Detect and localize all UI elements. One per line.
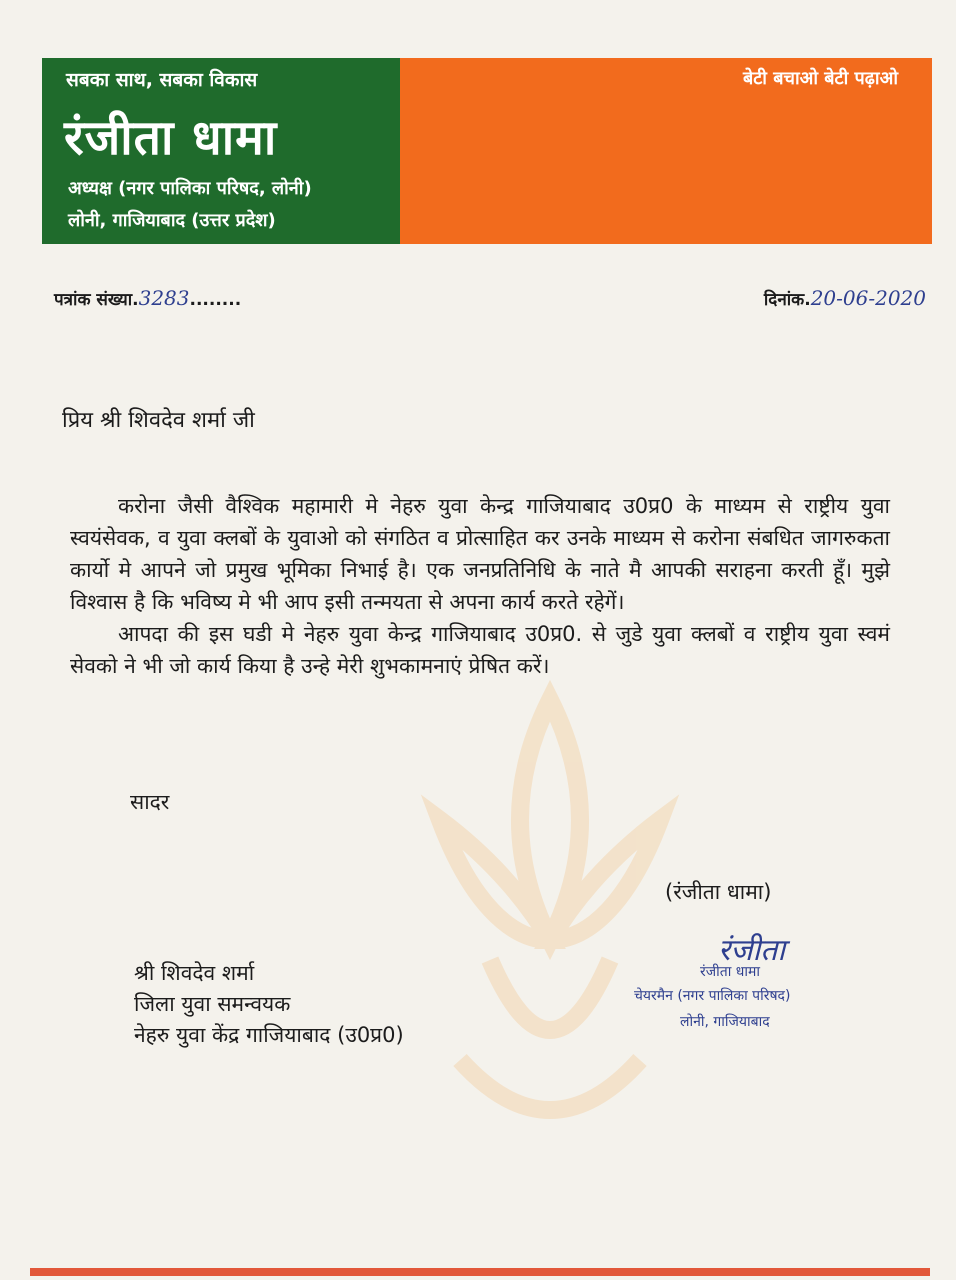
letterhead-designation: अध्यक्ष (नगर पालिका परिषद, लोनी) bbox=[68, 178, 312, 199]
letter-date: दिनांक.20-06-2020 bbox=[763, 286, 926, 310]
date-value: 20-06-2020 bbox=[810, 286, 926, 310]
recipient-block bbox=[134, 958, 404, 1051]
reference-label: पत्रांक संख्या bbox=[54, 290, 133, 310]
signer-name: (रंजीता धामा) bbox=[665, 880, 772, 904]
letterhead-left-panel bbox=[42, 58, 400, 244]
body-paragraph-2: आपदा की इस घडी मे नेहरु युवा केन्द्र गाजियाबाद उ0प्र0. से जुडे युवा क्लबों व राष्ट्रीय युवा स्वमं सेवको ने भी जो कार्य किया है उन्हे मेरी शुभकामनाएं प्रेषित करें। bbox=[70, 622, 890, 678]
reference-dots: ........ bbox=[189, 290, 242, 310]
recipient-title: जिला युवा समन्वयक bbox=[134, 992, 291, 1016]
footer-bar bbox=[30, 1268, 930, 1276]
reference-value: 3283 bbox=[138, 286, 190, 310]
letterhead-address: लोनी, गाजियाबाद (उत्तर प्रदेश) bbox=[68, 210, 276, 231]
body-paragraph-1: करोना जैसी वैश्विक महामारी मे नेहरु युवा केन्द्र गाजियाबाद उ0प्र0 के माध्यम से राष्ट्रीय युवा स्वयंसेवक, व युवा क्लबों के युवाओ को संगठित व प्रोत्साहित कर उनके माध्यम से करोना संबधित जागरुकता कार्यो मे आपने जो प्रमुख भूमिका निभाई है। एक जनप्रतिनिधि के नाते मै आपकी सराहना करती हूँ। मुझे विश्वास है कि भविष्य मे भी आप इसी तन्मयता से अपना कार्य करते रहेगें। bbox=[70, 494, 890, 614]
handwritten-signature: रंजीता bbox=[718, 933, 786, 968]
salutation: प्रिय श्री शिवदेव शर्मा जी bbox=[62, 408, 255, 433]
lotus-watermark-icon bbox=[400, 640, 700, 1160]
recipient-office: नेहरु युवा केंद्र गाजियाबाद (उ0प्र0) bbox=[134, 1023, 404, 1047]
stamp-designation: चेयरमैन (नगर पालिका परिषद) bbox=[634, 988, 791, 1004]
letterhead-name: रंजीता धामा bbox=[64, 110, 278, 166]
date-label: दिनांक bbox=[763, 290, 805, 310]
reference-number: पत्रांक संख्या.3283........ bbox=[54, 286, 242, 310]
signature-stamp bbox=[634, 928, 844, 1038]
recipient-name: श्री शिवदेव शर्मा bbox=[134, 961, 255, 985]
stamp-name: रंजीता धामा bbox=[700, 964, 761, 980]
letterhead-tagline: बेटी बचाओ बेटी पढ़ाओ bbox=[742, 68, 898, 89]
letterhead-right-panel bbox=[400, 58, 932, 244]
stamp-location: लोनी, गाजियाबाद bbox=[680, 1014, 770, 1030]
letterhead-slogan: सबका साथ, सबका विकास bbox=[66, 69, 258, 91]
closing-text: सादर bbox=[130, 790, 170, 814]
